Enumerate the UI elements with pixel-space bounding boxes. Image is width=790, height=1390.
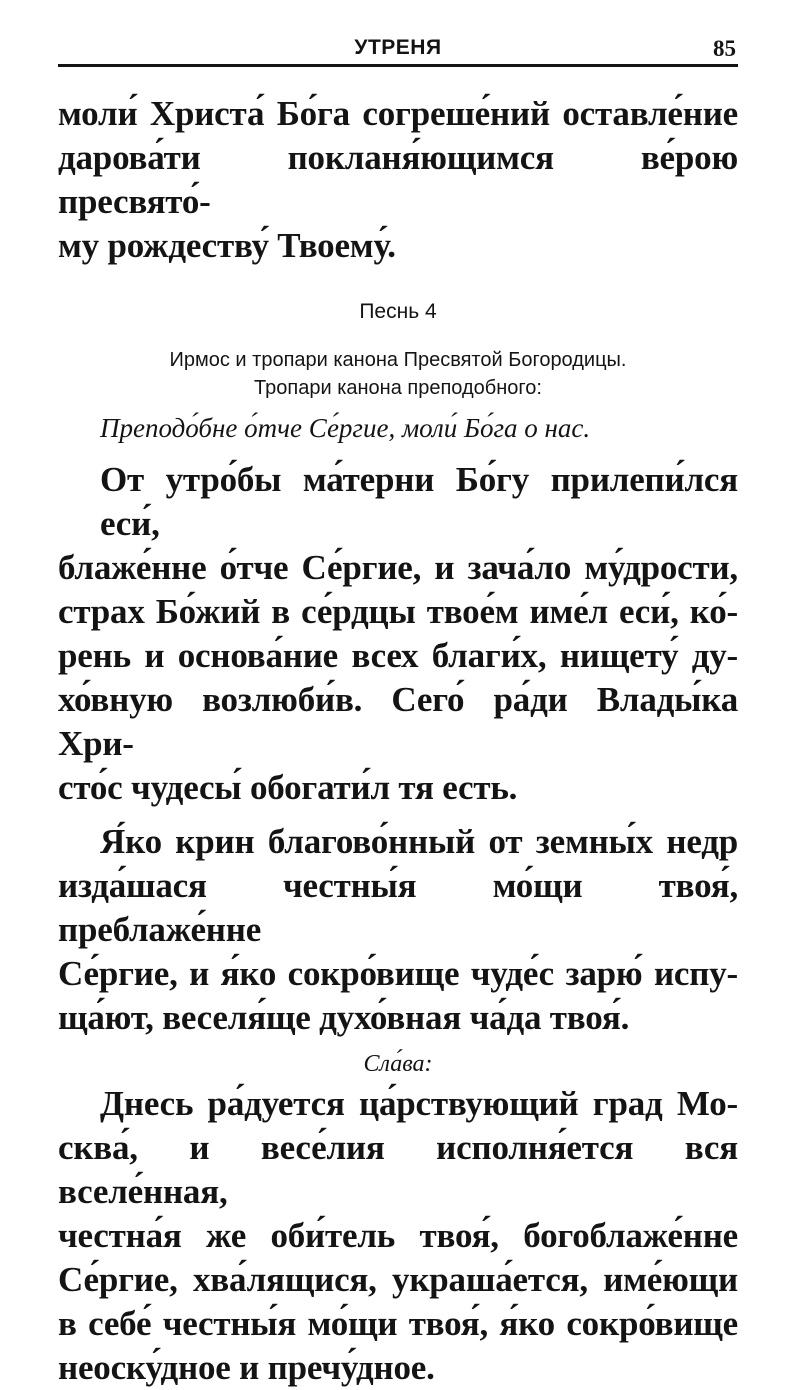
- troparion-paragraph: [58, 458, 738, 810]
- text-line: честна́я же оби́тель твоя́, богоблаже́нне: [58, 1216, 738, 1255]
- text-line: изда́шася честны́я мо́щи твоя́, преблаже́нне: [58, 866, 738, 949]
- text-line: Се́ргие, хва́лящися, украша́ется, име́ющи: [58, 1260, 738, 1299]
- text-line: Днесь ра́дуется ца́рствующий град Мо-: [100, 1084, 738, 1123]
- running-title: УТРЕНЯ: [354, 36, 442, 59]
- text-line: блаже́нне о́тче Се́ргие, и зача́ло му́дрости,: [58, 548, 738, 587]
- text-line: дарова́ти покланя́ющимся ве́рою пресвято́-: [58, 138, 738, 221]
- gloria-heading: Сла́ва:: [363, 1051, 433, 1077]
- text-line: неоску́дное и пречу́дное.: [58, 1348, 435, 1387]
- rubric-line: Тропари канона преподобного:: [254, 377, 542, 399]
- page-number: 85: [713, 36, 736, 61]
- troparion-paragraph: [58, 820, 738, 1040]
- text-line: сто́с чудесы́ обогати́л тя есть.: [58, 768, 518, 807]
- text-line: страх Бо́жий в се́рдцы твое́м име́л еси́, ко́-: [58, 592, 738, 631]
- refrain: Преподо́бне о́тче Се́ргие, моли́ Бо́га о нас.: [100, 413, 591, 443]
- text-line: От утро́бы ма́терни Бо́гу прилепи́лся еси́,: [100, 460, 738, 543]
- text-line: ща́ют, веселя́ще духо́вная ча́да твоя́.: [58, 998, 630, 1037]
- text-line: рень и основа́ние всех благи́х, нищету́ ду-: [58, 636, 738, 675]
- rubric: [58, 346, 738, 402]
- text-line: моли́ Христа́ Бо́га согреше́ний оставле́ние: [58, 94, 738, 133]
- text-line: сква́, и весе́лия исполня́ется вся вселе́нная,: [58, 1128, 738, 1211]
- rubric-line: Ирмос и тропари канона Пресвятой Богородицы.: [169, 349, 627, 371]
- text-line: Я́ко крин благово́нный от земны́х недр: [100, 822, 738, 861]
- text-line: в себе́ честны́я мо́щи твоя́, я́ко сокро́вище: [58, 1304, 738, 1343]
- ode-heading: Песнь 4: [359, 300, 437, 323]
- page-body: [58, 92, 738, 1390]
- opening-paragraph: [58, 92, 738, 268]
- theotokion-paragraph: [58, 1082, 738, 1390]
- text-line: Се́ргие, и я́ко сокро́вище чуде́с зарю́ испу-: [58, 954, 738, 993]
- text-line: му рождеству́ Твоему́.: [58, 226, 396, 265]
- running-header: [58, 36, 738, 67]
- text-line: хо́вную возлюби́в. Сего́ ра́ди Влады́ка Хри-: [58, 680, 738, 763]
